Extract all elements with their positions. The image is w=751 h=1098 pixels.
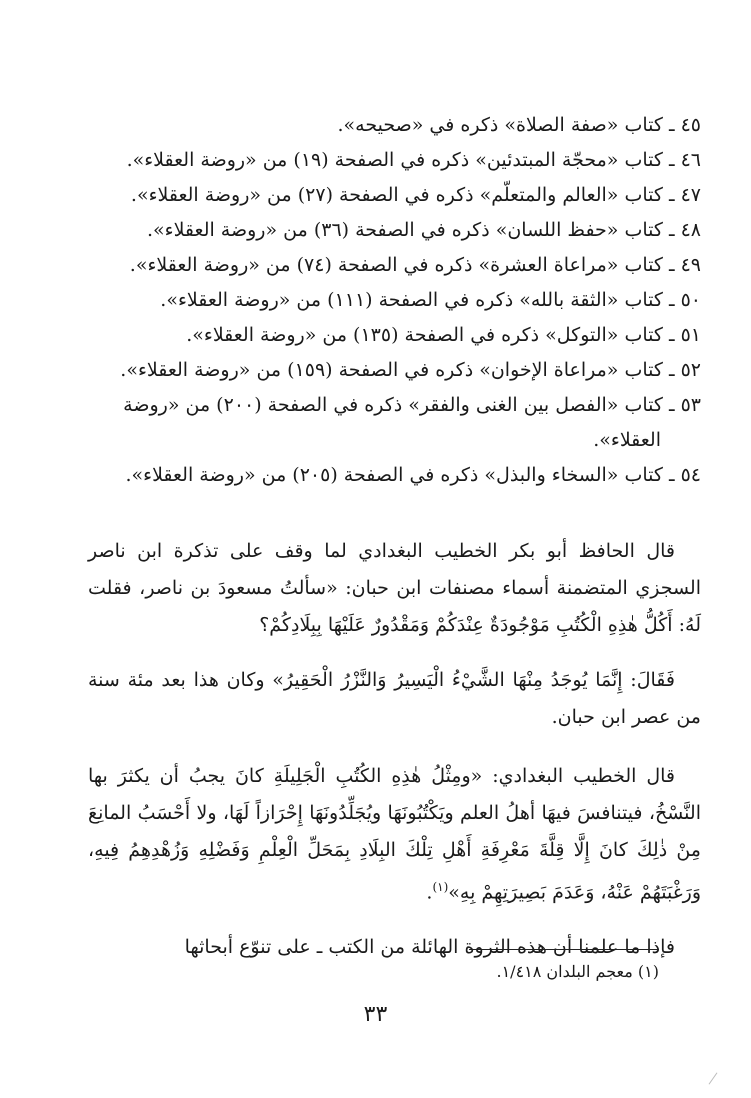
paragraph-tail: . [426,881,433,904]
list-item-text: ٥٠ ـ كتاب «الثقة بالله» ذكره في الصفحة (١١١) من «روضة العقلاء». [160,289,701,311]
body-text [88,533,701,984]
list-item-text: ٥١ ـ كتاب «التوكل» ذكره في الصفحة (١٣٥) من «روضة العقلاء». [186,324,701,346]
list-item [88,178,701,213]
book-list [88,108,701,493]
page-number: ٣٣ [363,1002,388,1027]
list-item-text: ٥٢ ـ كتاب «مراعاة الإخوان» ذكره في الصفحة (١٥٩) من «روضة العقلاء». [120,359,701,381]
list-item-text: ٥٣ ـ كتاب «الفصل بين الغنى والفقر» ذكره في الصفحة (٢٠٠) من «روضة [123,394,701,416]
list-item-text: ٤٩ ـ كتاب «مراعاة العشرة» ذكره في الصفحة (٧٤) من «روضة العقلاء». [129,254,701,276]
list-item [88,108,701,143]
list-item-text: ٤٨ ـ كتاب «حفظ اللسان» ذكره في الصفحة (٣٦) من «روضة العقلاء». [146,219,701,241]
list-item [88,143,701,178]
list-item [88,318,701,353]
scan-mark [709,1072,718,1084]
list-item [88,213,701,248]
footnote-divider [469,949,659,950]
paragraph-text: فإذا ما علمنا أن هذه الثروة الهائلة من الكتب ـ على تنوّع أبحاثها [184,936,675,959]
footnote-reference: (١) [432,880,449,894]
list-item-text: ٤٧ ـ كتاب «العالم والمتعلّم» ذكره في الصفحة (٢٧) من «روضة العقلاء». [130,184,701,206]
list-item [88,283,701,318]
paragraph-text: قال الخطيب البغدادي: «ومِثْلُ هٰذِهِ الكُتُبِ الْجَلِيلَةِ كانَ يجبُ أن يكثرَ بها النَّسْخُ، فيتنافسَ فيهَا أهلُ العلم ويَكْتُبُونَهَا ويُجَلِّدُونَهَا إِحْرَازاً لَهَا، ولا أَحْسَبُ المانِعَ مِنْ ذٰلِكَ كانَ إِلَّا قِلَّةَ مَعْرِفَةِ أَهْلِ تِلْكَ البِلَادِ بِمَحَلِّ الْعِلْمِ وَفَضْلِهِ وَزُهْدِهِمُ فِيهِ، وَرَغْبَتَهُمْ عَنْهُ، وَعَدَمَ بَصِيرَتِهِمْ بِهِ» [88,765,701,904]
list-item-text: ٤٦ ـ كتاب «محجّة المبتدئين» ذكره في الصفحة (١٩) من «روضة العقلاء». [126,149,701,171]
list-item [88,248,701,283]
list-item-continuation: العقلاء». [593,429,661,451]
list-item [88,388,701,458]
paragraph [88,758,701,911]
paragraph [88,662,701,736]
list-item [88,353,701,388]
paragraph-text: قال الحافظ أبو بكر الخطيب البغدادي لما وقف على تذكرة ابن ناصر السجزي المتضمنة أسماء مصنفات ابن حبان: «سألتُ مسعودَ بن ناصر، فقلت لَهُ: أَكُلُّ هٰذِهِ الْكُتُبِ مَوْجُودَةٌ عِنْدَكُمْ وَمَقْدُورٌ عَلَيْهَا بِبِلَادِكُمْ؟ [88,540,701,636]
list-item [88,458,701,493]
paragraph [88,533,701,644]
list-item-text: ٥٤ ـ كتاب «السخاء والبذل» ذكره في الصفحة (٢٠٥) من «روضة العقلاء». [125,464,701,486]
paragraph-text: فَقَالَ: إِنَّمَا يُوجَدُ مِنْهَا الشَّيْءُ الْيَسِيرُ وَالنَّزْرُ الْحَقِيرُ» وكان هذا بعد مئة سنة من عصر ابن حبان. [88,669,701,728]
footnote: (١) معجم البلدان ١/٤١٨. [496,962,659,981]
list-item-text: ٤٥ ـ كتاب «صفة الصلاة» ذكره في «صحيحه». [337,114,701,136]
